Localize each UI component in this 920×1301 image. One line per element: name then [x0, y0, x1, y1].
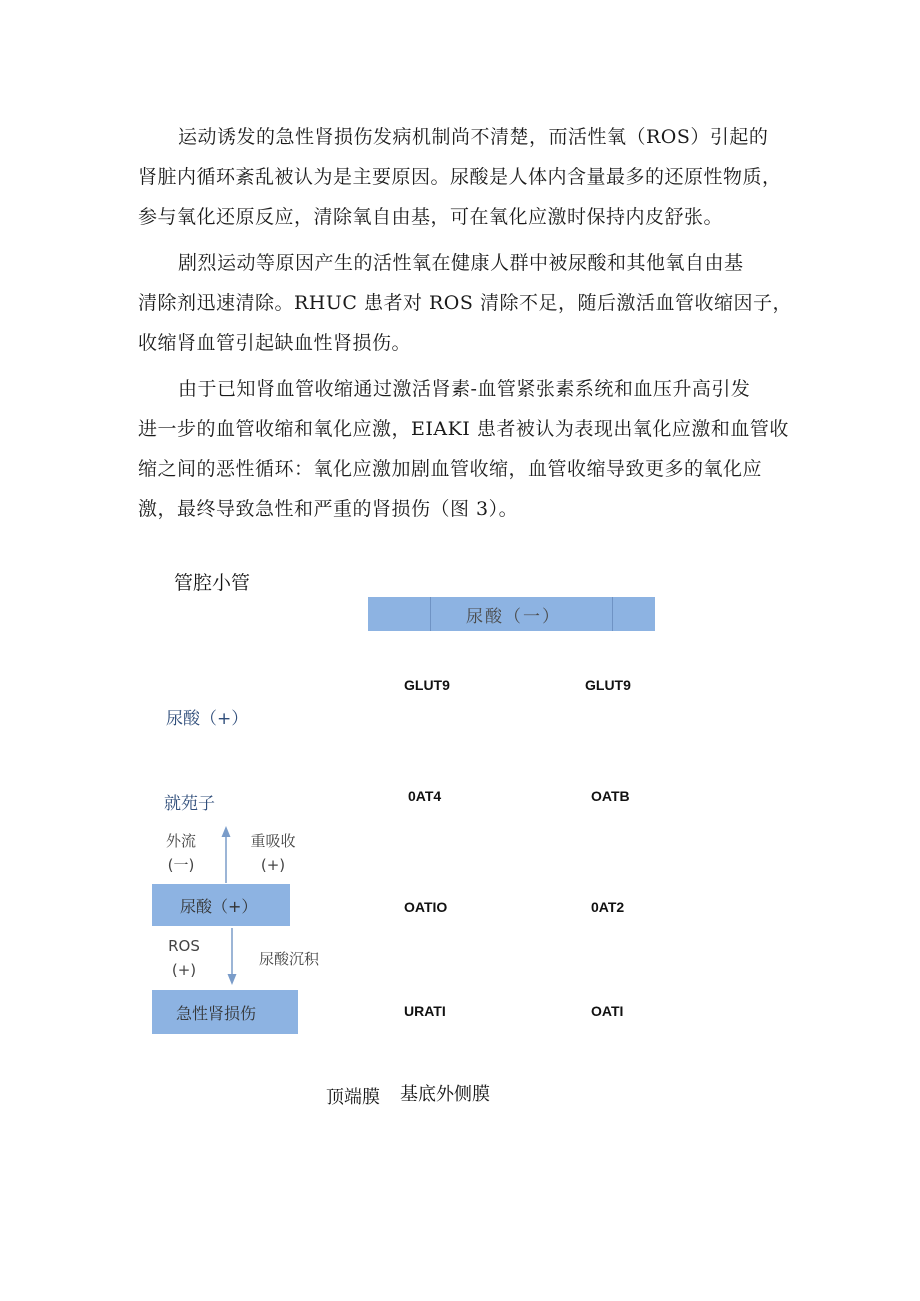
paragraph-line: 进一步的血管收缩和氧化应激，EIAKI 患者被认为表现出氧化应激和血管收	[138, 418, 789, 440]
paragraph-line: 剧烈运动等原因产生的活性氧在健康人群中被尿酸和其他氧自由基	[178, 252, 744, 274]
ros-sign: (+)	[171, 961, 197, 979]
paragraph-line: 由于已知肾血管收缩通过激活肾素-血管紧张素系统和血压升高引发	[178, 378, 751, 400]
paragraph-line: 参与氧化还原反应，清除氧自由基，可在氧化应激时保持内皮舒张。	[138, 206, 724, 228]
apical-membrane-label: 顶端膜	[326, 1087, 380, 1108]
paragraph-line: 运动诱发的急性肾损伤发病机制尚不清楚，而活性氧（ROS）引起的	[178, 126, 769, 148]
paragraph-line: 收缩肾血管引起缺血性肾损伤。	[138, 332, 412, 354]
apical-transporter: 0AT4	[408, 788, 442, 804]
uric-acid-box-label: 尿酸（+）	[180, 897, 258, 916]
apical-transporter: GLUT9	[404, 677, 450, 693]
efflux-sign: (一)	[167, 856, 195, 874]
aki-box-label: 急性肾损伤	[176, 1004, 257, 1023]
uric-acid-negative-label: 尿酸（一）	[466, 607, 561, 627]
paragraph-line: 缩之间的恶性循环：氧化应激加剧血管收缩，血管收缩导致更多的氧化应	[138, 458, 763, 480]
basolateral-transporter: 0AT2	[591, 899, 625, 915]
paragraph-line: 激，最终导致急性和严重的肾损伤（图 3）。	[138, 498, 519, 520]
paragraph-line: 肾脏内循环紊乱被认为是主要原因。尿酸是人体内含量最多的还原性物质，	[138, 166, 782, 188]
reabsorption-sign: (+)	[260, 856, 286, 874]
efflux-text: 外流	[165, 832, 196, 850]
ros-text: ROS	[168, 937, 200, 955]
basolateral-membrane-label: 基底外侧膜	[400, 1084, 490, 1105]
uric-acid-positive-label: 尿酸（+）	[166, 709, 249, 729]
figure-title: 管腔小管	[174, 572, 251, 594]
basolateral-transporter: GLUT9	[585, 677, 631, 693]
basolateral-transporter: OATB	[591, 788, 630, 804]
apical-transporter: OATIO	[404, 899, 448, 915]
paragraph-line: 清除剂迅速清除。RHUC 患者对 ROS 清除不足，随后激活血管收缩因子，	[138, 292, 792, 314]
deposition-label: 尿酸沉积	[258, 950, 319, 968]
drug-label: 就苑子	[164, 794, 215, 814]
basolateral-transporter: OATI	[591, 1003, 624, 1019]
reabsorption-text: 重吸收	[250, 832, 296, 850]
down-arrow-icon	[228, 974, 237, 985]
up-arrow-icon	[222, 826, 231, 837]
apical-transporter: URATI	[404, 1003, 446, 1019]
